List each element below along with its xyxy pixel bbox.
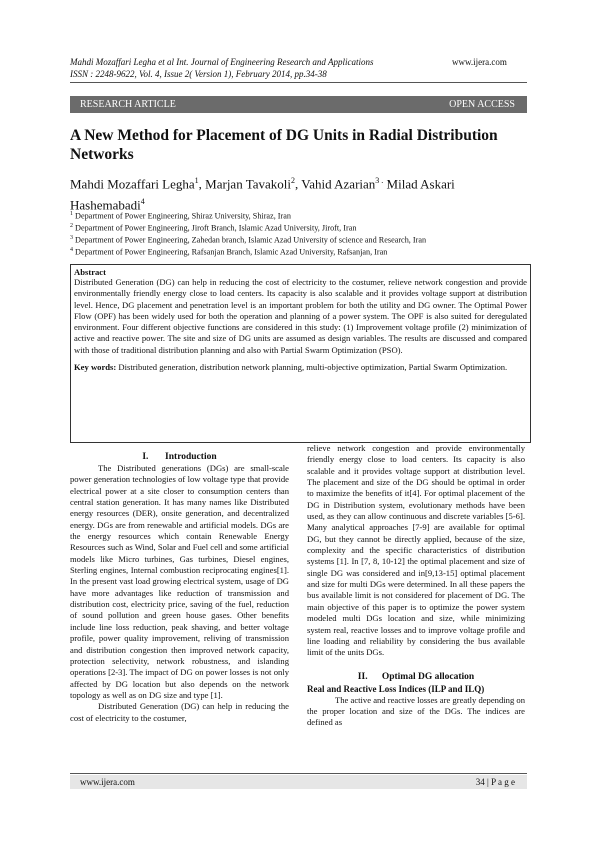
affiliation: $^1$ Department of Power Engineering, Shiraz University, Shiraz, Iran bbox=[70, 211, 291, 221]
intro-paragraph-2: Distributed Generation (DG) can help in reducing the cost of electricity to the costumer, bbox=[70, 701, 289, 723]
author-affil-mark: 2 bbox=[291, 176, 296, 185]
journal-citation bbox=[70, 57, 373, 68]
paper-title: A New Method for Placement of DG Units in Radial Distribution Networks bbox=[70, 127, 498, 163]
right-paragraph-1: relieve network congestion and provide environmentally friendly energy close to load centers. Its capacity is also scalable and it provides voltage support at distribution level. The placement and size of the DG should be optimal in order to maximize the benefits of it[4]. For optimal placement of the DG in Distribution system, evolutionary methods have been used, as they can allow continuous and discrete variables [5-6]. Many analytical approaches [7-9] are available for optimal DG, but they cannot be directly applied, because of the size, complexity and the specific characteristics of distribution systems [1]. In [7, 8, 10-12] the optimal placement and size of single DG was considered and in[9,13-15] optimal placement and size for multi DGs were determined. In all these papers the bus available limit is not considered for placement of DG. The main objective of this paper is to optimize the power system modeled multi DGs location and size, while minimizing system real, reactive losses and to improve voltage profile and line loading and reliability by considering the bus available limit of the units DGs. bbox=[307, 443, 525, 658]
affiliation: $^2$ Department of Power Engineering, Jiroft Branch, Islamic Azad University, Jiroft, Iran bbox=[70, 223, 357, 233]
right-column bbox=[307, 443, 525, 729]
abstract-heading: Abstract bbox=[74, 267, 106, 277]
footer-rule bbox=[70, 773, 527, 774]
header-rule bbox=[70, 82, 527, 83]
affiliation: $^4$ Department of Power Engineering, Rafsanjan Branch, Islamic Azad University, Rafsanjan, Iran bbox=[70, 247, 388, 257]
footer-website[interactable]: www.ijera.com bbox=[80, 777, 135, 787]
author-affil-mark: 1 bbox=[194, 176, 199, 185]
subsection-heading-loss-indices: Real and Reactive Loss Indices (ILP and ILQ) bbox=[307, 683, 485, 694]
research-article-label: RESEARCH ARTICLE bbox=[80, 99, 176, 110]
article-type-band bbox=[70, 96, 527, 113]
page-number: 34 | P a g e bbox=[475, 777, 515, 787]
abstract-box bbox=[70, 264, 531, 443]
abstract-text: Distributed Generation (DG) can help in reducing the cost of electricity to the costumer, relieve network congestion and provide environmentally friendly energy close to load centers. Its capacity is also scalable and it provides voltage support at distribution level. Hence, DG placement and penetration level is an important problem for both the utility and DG owner. The Optimal Power Flow (OPF) has been widely used for both the operation and planning of a power system. The OPF is also suited for deregulated environment. Four different objective functions are considered in this study: (1) Improvement voltage profile (2) minimization of active and reactive power. The site and size of DG units are assumed as design variables. The results are discussed and compared with those of traditional distribution planning and also with Partial Swarm Optimization (PSO). bbox=[74, 277, 527, 355]
left-column bbox=[70, 451, 289, 724]
author-name: Milad Askari Hashemabadi bbox=[70, 176, 455, 213]
citation-line-1: Mahdi Mozaffari Legha et al Int. Journal of Engineering Research and Applications bbox=[70, 57, 374, 67]
keywords-text: Distributed generation, distribution network planning, multi-objective optimization, Partial Swarm Optimization. bbox=[116, 362, 508, 373]
section-heading-introduction: I. Introduction bbox=[142, 452, 217, 462]
keywords bbox=[74, 362, 527, 373]
open-access-label: OPEN ACCESS bbox=[449, 99, 515, 110]
author-affil-mark: 4 bbox=[140, 197, 145, 207]
journal-website[interactable]: www.ijera.com bbox=[452, 57, 507, 67]
footer-band bbox=[70, 775, 527, 789]
intro-paragraph-1: The Distributed generations (DGs) are small-scale power generation technologies of low voltage type that provide electrical power at a site closer to consumption centers than central station generation. It has many names like Distributed energy resources (DER), onsite generation, and decentralized energy. DGs are from renewable and artificial models. DGs are the energy resources which contain Renewable Energy Resources such as Wind, Solar and Fuel cell and some artificial models like Micro turbines, Gas turbines, Diesel engines, Sterling engines, Internal combustion reciprocating engines[1]. In the present vast load growing electrical system, usage of DG have more advantages like reduction of transmission and distribution cost, electricity price, saving of the fuel, reduction of sound pollution and green house gases. Other benefits include line loss reduction, peak shaving, and better voltage profile, power quality improvement, reliving of transmission and distribution congestion then improved network capacity, protection selectivity, network robustness, and islanding operations [2-3]. The impact of DG on power losses is not only affected by DG location but also depends on the network topology as well as on DG size and type [1]. bbox=[70, 463, 289, 700]
author-name: , Marjan Tavakoli bbox=[198, 176, 292, 192]
section-heading-optimal-dg: II. Optimal DG allocation bbox=[357, 671, 475, 682]
citation-line-2: ISSN : 2248-9622, Vol. 4, Issue 2( Version 1), February 2014, pp.34-38 bbox=[70, 69, 327, 79]
affiliation: $^3$ Department of Power Engineering, Zahedan branch, Islamic Azad University of science and Research, Iran bbox=[70, 235, 427, 245]
author-name: , Vahid Azarian bbox=[295, 176, 376, 192]
author-name: Mahdi Mozaffari Legha bbox=[70, 176, 195, 192]
keywords-label: Key words: bbox=[74, 362, 117, 373]
author-affil-mark: 3 . bbox=[375, 176, 384, 185]
right-paragraph-2: The active and reactive losses are greatly depending on the proper location and size of the DGs. The indices are defined as bbox=[307, 694, 525, 728]
